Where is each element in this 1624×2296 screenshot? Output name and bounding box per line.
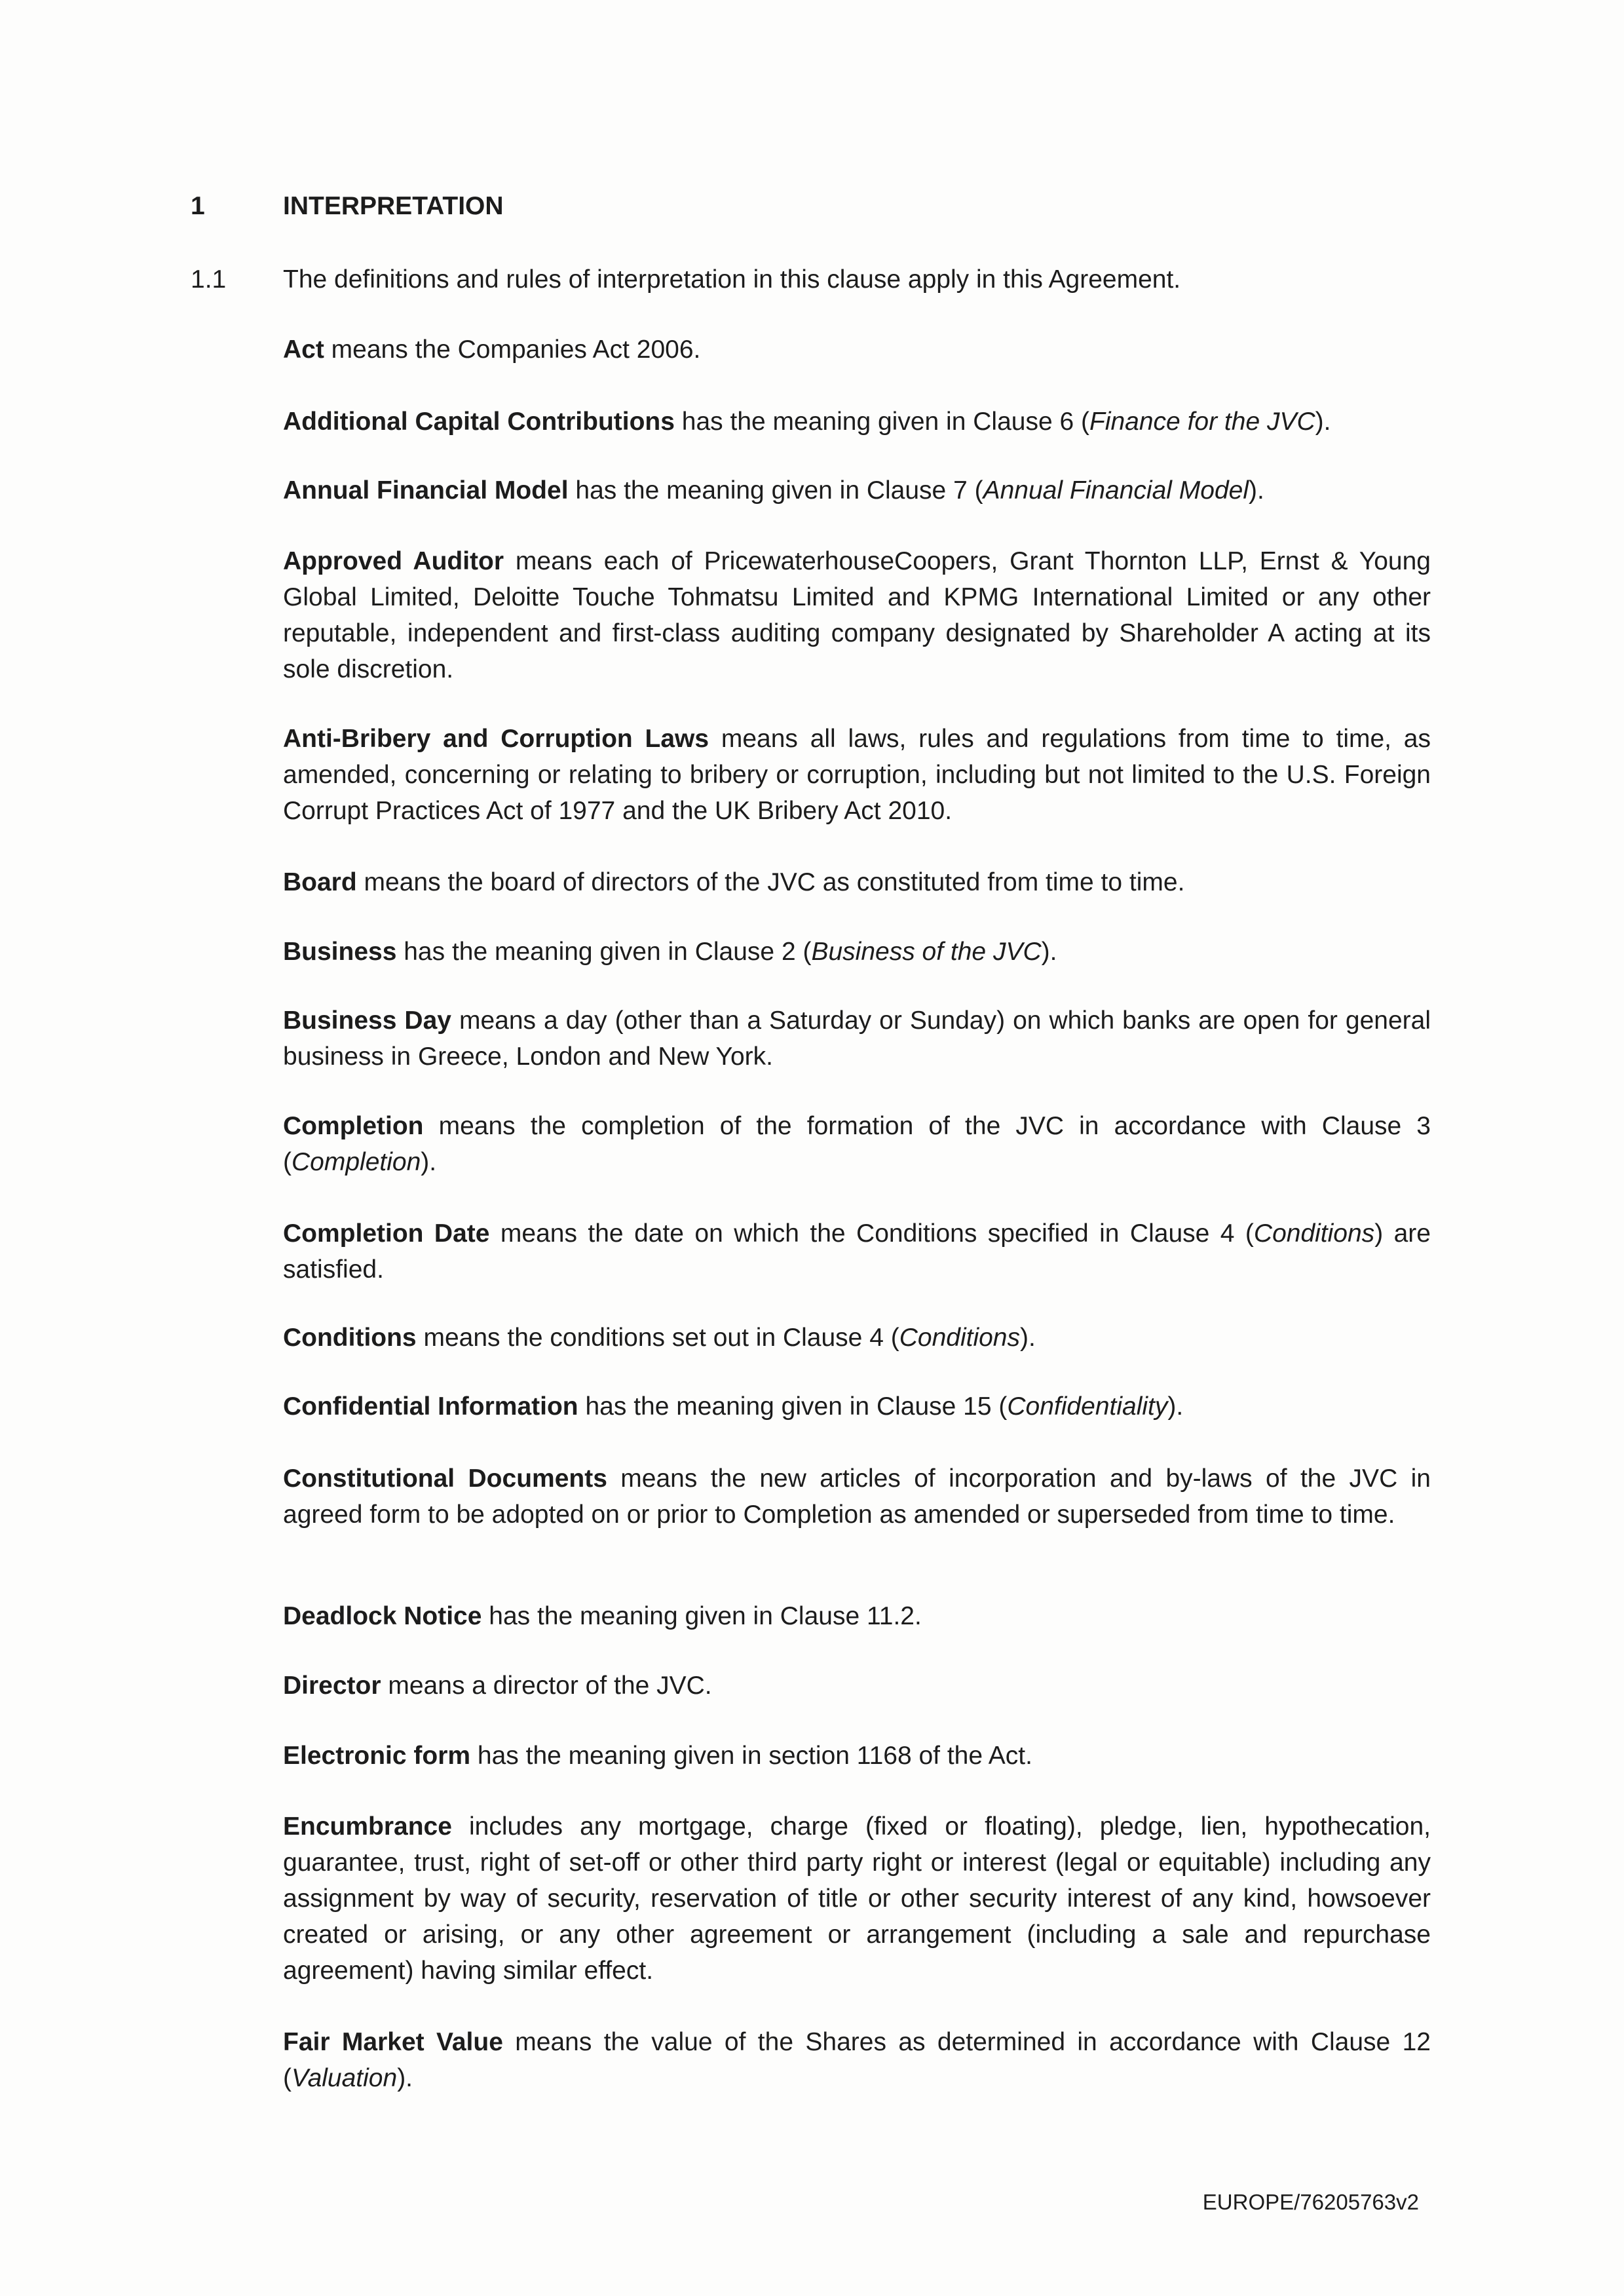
definition-reference: Completion	[292, 1148, 421, 1176]
definition-term: Approved Auditor	[283, 547, 504, 575]
definition-term: Completion	[283, 1112, 424, 1140]
definition-text: means the value of the Shares as determined in accordance with Clause 12 (	[283, 2028, 1431, 2092]
definition-term: Confidential Information	[283, 1392, 578, 1421]
definition	[283, 2024, 1431, 2096]
definition-text: means the Companies Act 2006.	[324, 335, 701, 364]
definition	[283, 543, 1431, 687]
definition	[283, 1320, 1431, 1356]
definition-text: includes any mortgage, charge (fixed or floating), pledge, lien, hypothecation, guarantee, trust, right of set-off or other third party right or interest (legal or equitable) including any assignment by way of security, reservation of title or other security interest of any kind, howsoever created or arising, or any other agreement or arrangement (including a sale and repurchase agreement) having similar effect.	[283, 1812, 1431, 1985]
definition	[283, 1598, 1431, 1634]
definition-term: Anti-Bribery and Corruption Laws	[283, 725, 709, 753]
definition-term: Director	[283, 1672, 381, 1700]
definition-reference: Business of the JVC	[811, 938, 1042, 966]
definition	[283, 1215, 1431, 1288]
clause-text: The definitions and rules of interpretation in this clause apply in this Agreement.	[283, 265, 1181, 294]
definition	[283, 1668, 1431, 1704]
definition	[283, 1003, 1431, 1075]
definition-text-end: ).	[1041, 938, 1057, 966]
heading-number: 1	[191, 192, 205, 220]
definition-term: Business Day	[283, 1006, 451, 1035]
definition-term: Deadlock Notice	[283, 1602, 482, 1630]
definition-text: means the board of directors of the JVC as constituted from time to time.	[356, 868, 1185, 896]
definition-term: Encumbrance	[283, 1812, 452, 1841]
definition-text: means the conditions set out in Clause 4 (	[416, 1324, 899, 1352]
definition-term: Business	[283, 938, 397, 966]
definition	[283, 934, 1431, 970]
definition-text-end: ).	[421, 1148, 437, 1176]
definition-text-end: ).	[1020, 1324, 1036, 1352]
definition-reference: Conditions	[899, 1324, 1020, 1352]
definition-term: Constitutional Documents	[283, 1464, 607, 1493]
heading-title: INTERPRETATION	[283, 192, 504, 220]
definition	[283, 332, 1431, 368]
definition	[283, 1738, 1431, 1774]
definition-text: has the meaning given in Clause 7 (	[568, 476, 983, 505]
definition-term: Board	[283, 868, 357, 896]
definition-text: has the meaning given in Clause 6 (	[674, 408, 1089, 436]
definition	[283, 1808, 1431, 1989]
definition-text: means all laws, rules and regulations from time to time, as amended, concerning or relating to bribery or corruption, including but not limited to the U.S. Foreign Corrupt Practices Act of 1977 and the UK Bribery Act 2010.	[283, 725, 1431, 825]
definition	[283, 472, 1431, 508]
definition-reference: Conditions	[1253, 1219, 1375, 1248]
clause-number: 1.1	[191, 265, 227, 294]
document-reference: EUROPE/76205763v2	[1202, 2190, 1419, 2214]
definition-text: means the completion of the formation of the JVC in accordance with Clause 3 (	[283, 1112, 1431, 1176]
definition	[283, 1461, 1431, 1533]
definition	[283, 1108, 1431, 1180]
definition-term: Act	[283, 335, 324, 364]
definition-text: means the new articles of incorporation and by-laws of the JVC in agreed form to be adopted on or prior to Completion as amended or superseded from time to time.	[283, 1464, 1431, 1529]
definition-reference: Confidentiality	[1007, 1392, 1168, 1421]
definition-term: Additional Capital Contributions	[283, 408, 675, 436]
definition-text: means each of PricewaterhouseCoopers, Grant Thornton LLP, Ernst & Young Global Limited, Deloitte Touche Tohmatsu Limited and KPMG International Limited or any other reputable, independent and first-class auditing company designated by Shareholder A acting at its sole discretion.	[283, 547, 1431, 683]
definition-text: has the meaning given in Clause 2 (	[396, 938, 812, 966]
definition-text: has the meaning given in Clause 15 (	[578, 1392, 1008, 1421]
definition-text: has the meaning given in Clause 11.2.	[482, 1602, 922, 1630]
definition-text: means a day (other than a Saturday or Sunday) on which banks are open for general business in Greece, London and New York.	[283, 1006, 1431, 1071]
definition-reference: Finance for the JVC	[1089, 408, 1315, 436]
definition-term: Fair Market Value	[283, 2028, 503, 2056]
definition-text: has the meaning given in section 1168 of the Act.	[470, 1742, 1032, 1770]
definition-text-end: ).	[1315, 408, 1331, 436]
definition-term: Electronic form	[283, 1742, 471, 1770]
definition-text: means the date on which the Conditions specified in Clause 4 (	[489, 1219, 1254, 1248]
definition-term: Completion Date	[283, 1219, 490, 1248]
definition-reference: Valuation	[292, 2064, 398, 2092]
definition	[283, 721, 1431, 829]
definition-text-end: ).	[397, 2064, 413, 2092]
definition	[283, 1388, 1431, 1425]
definition	[283, 864, 1431, 900]
definition-reference: Annual Financial Model	[983, 476, 1249, 505]
definition-term: Annual Financial Model	[283, 476, 569, 505]
definition-text-end: ).	[1249, 476, 1264, 505]
definition-term: Conditions	[283, 1324, 417, 1352]
definition-text-end: ) are satisfied.	[283, 1219, 1431, 1284]
definition-text: means a director of the JVC.	[381, 1672, 712, 1700]
definition-text-end: ).	[1167, 1392, 1184, 1421]
definition	[283, 404, 1431, 440]
